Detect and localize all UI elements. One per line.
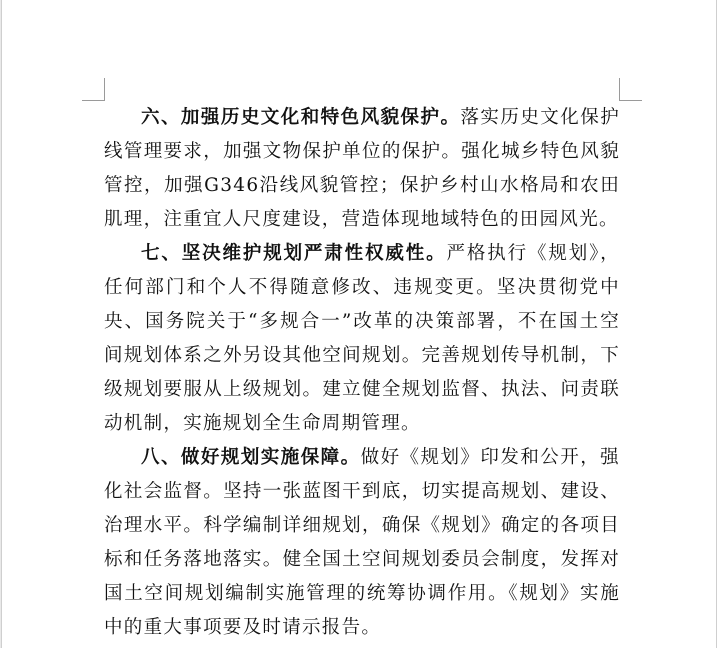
paragraph-text: 落实历史文化保护线管理要求，加强文物保护单位的保护。强化城乡特色风貌管控，加强G346沿线风貌管控；保护乡村山水格局和农田肌理，注重宜人尺度建设，营造体现地域特色的田园风光。 xyxy=(104,107,620,230)
paragraph-seven[interactable] xyxy=(104,237,620,441)
paragraph-eight[interactable] xyxy=(104,441,620,645)
margin-corner-mark-top-right xyxy=(619,78,642,101)
paragraph-text: 严格执行《规划》，任何部门和个人不得随意修改、违规变更。坚决贯彻党中央、国务院关于“多规合一”改革的决策部署，不在国土空间规划体系之外另设其他空间规划。完善规划传导机制，下级规划要服从上级规划。建立健全规划监督、执法、问责联动机制，实施规划全生命周期管理。 xyxy=(104,243,620,434)
document-body[interactable] xyxy=(104,101,620,645)
paragraph-heading: 八、做好规划实施保障。 xyxy=(141,447,361,468)
paragraph-six[interactable] xyxy=(104,101,620,237)
document-page xyxy=(1,0,717,648)
paragraph-heading: 七、坚决维护规划严肃性权威性。 xyxy=(141,243,447,264)
paragraph-heading: 六、加强历史文化和特色风貌保护。 xyxy=(141,107,461,128)
margin-corner-mark-top-left xyxy=(82,78,105,101)
paragraph-text: 做好《规划》印发和公开，强化社会监督。坚持一张蓝图干到底，切实提高规划、建设、治理水平。科学编制详细规划，确保《规划》确定的各项目标和任务落地落实。健全国土空间规划委员会制度，发挥对国土空间规划编制实施管理的统筹协调作用。《规划》实施中的重大事项要及时请示报告。 xyxy=(104,447,620,638)
